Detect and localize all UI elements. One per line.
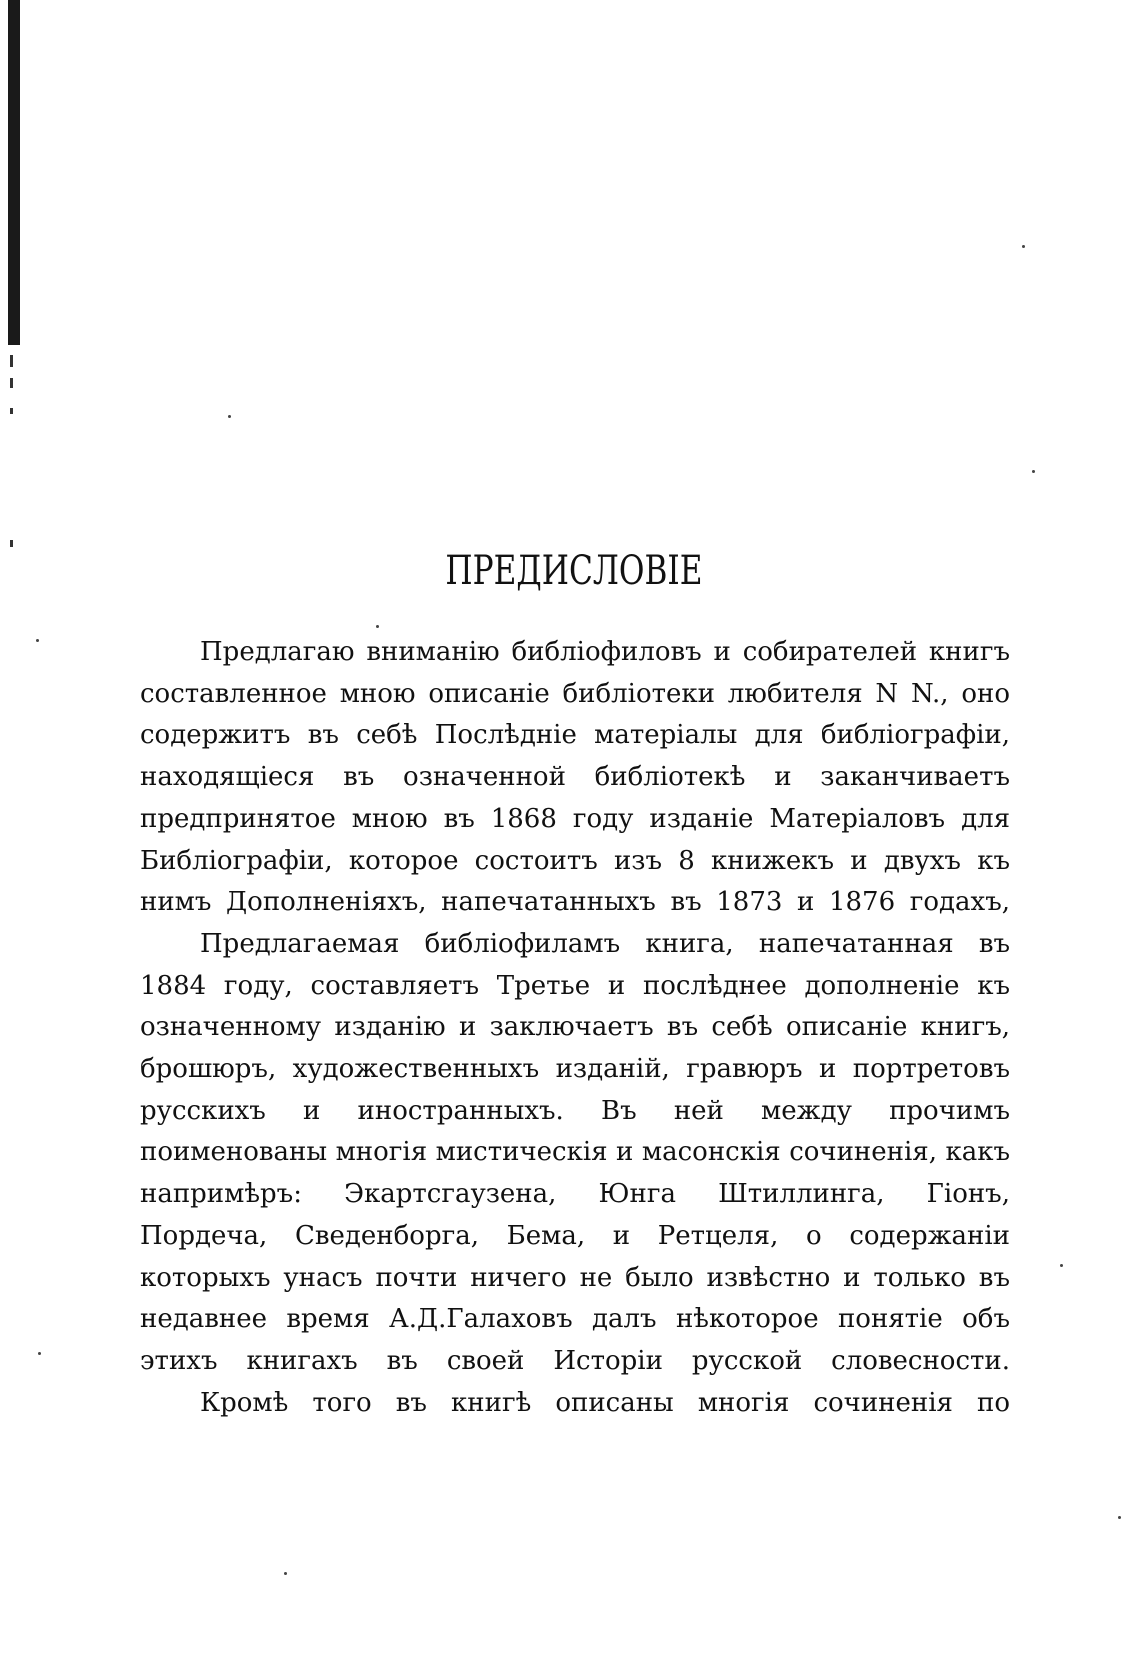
paragraph: Предлагаемая библіофиламъ книга, напечатанная въ 1884 году, составляетъ Третье и послѣднее дополненіе къ означенному изданію и заключаетъ въ себѣ описаніе книгъ, брошюръ, художественныхъ изданій, гравюръ и портретовъ русскихъ и иностранныхъ. Въ ней между прочимъ поименованы многія мистическія и масонскія сочиненія, какъ напримѣръ: Экартсгаузена, Юнга Штиллинга, Гіонъ, Пордеча, Сведенборга, Бема, и Ретцеля, о содержаніи которыхъ унасъ почти ничего не было извѣстно и только въ недавнее время А.Д.Галаховъ далъ нѣкоторое понятіе объ этихъ книгахъ въ своей Исторіи русской словесности. <box>140 928 1010 1376</box>
speck <box>38 1352 41 1355</box>
speck <box>1060 1264 1063 1267</box>
speck <box>228 415 231 418</box>
paragraph: Кромѣ того въ книгѣ описаны многія сочиненія по <box>200 1387 1010 1418</box>
speck <box>284 1572 287 1575</box>
paragraph: Предлагаю вниманію библіофиловъ и собирателей книгъ составленное мною описаніе библіотеки любителя N N., оно содержитъ въ себѣ Послѣдніе матеріалы для библіографіи, находящіеся въ означенной библіотекѣ и заканчиваетъ предпринятое мною въ 1868 году изданіе Матеріаловъ для Библіографіи, которое состоитъ изъ 8 книжекъ и двухъ къ нимъ Дополненіяхъ, напечатанныхъ въ 1873 и 1876 годахъ, <box>140 637 1010 918</box>
page-title: ПРЕДИСЛОВІЕ <box>445 548 703 594</box>
edge-speck <box>10 355 13 367</box>
speck <box>1022 245 1025 248</box>
edge-speck <box>10 540 13 547</box>
speck <box>1118 1516 1121 1519</box>
edge-speck <box>10 378 13 388</box>
binding-edge <box>8 0 20 345</box>
speck <box>36 639 39 642</box>
body-text <box>140 632 1010 1424</box>
speck <box>1032 470 1035 473</box>
edge-speck <box>10 408 13 414</box>
speck <box>376 625 379 628</box>
